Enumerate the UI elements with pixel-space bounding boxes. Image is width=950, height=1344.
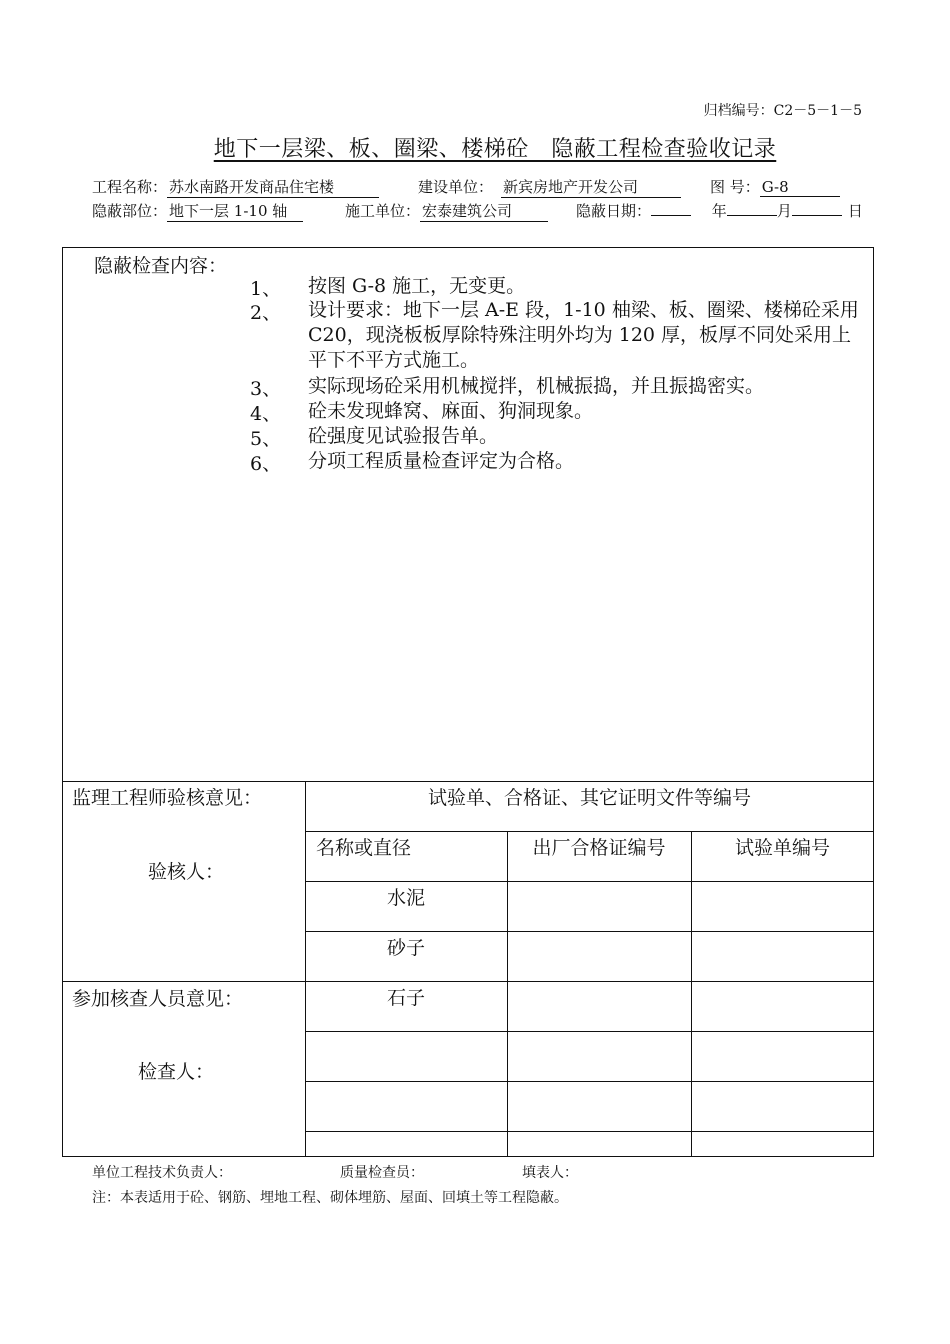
- divider: [507, 831, 508, 1157]
- column-header-test-report: 试验单编号: [734, 837, 830, 859]
- item-text: 砼强度见试验报告单。: [308, 425, 499, 447]
- form-filler-label: 填表人：: [522, 1165, 578, 1181]
- month-blank: [727, 215, 777, 216]
- contractor-label: 施工单位：: [345, 202, 421, 220]
- participants-opinion-label: 参加核查人员意见：: [72, 988, 244, 1010]
- applicability-note: 注：本表适用于砼、钢筋、埋地工程、砌体埋筋、屋面、回填土等工程隐蔽。: [92, 1190, 568, 1206]
- divider: [305, 1131, 874, 1132]
- page-title: 地下一层梁、板、圈梁、楼梯砼 隐蔽工程检查验收记录: [213, 137, 777, 162]
- hidden-date-label: 隐蔽日期：: [576, 202, 652, 220]
- item-number: 5、: [250, 428, 282, 450]
- builder-label: 建设单位：: [418, 178, 494, 196]
- archive-number: 归档编号：C2－5－1－5: [703, 103, 862, 119]
- item-text: 实际现场砼采用机械搅拌，机械振捣，并且振捣密实。: [308, 375, 765, 397]
- year-label: 年: [711, 202, 727, 220]
- divider: [62, 781, 874, 782]
- hidden-part-label: 隐蔽部位：: [92, 202, 168, 220]
- date-blank: [651, 215, 691, 216]
- item-text: 按图 G-8 施工，无变更。: [308, 275, 526, 297]
- divider: [305, 1031, 874, 1032]
- item-text: 分项工程质量检查评定为合格。: [308, 450, 575, 472]
- supervisor-checker-label: 验核人：: [148, 861, 225, 883]
- project-label: 工程名称：: [92, 178, 168, 196]
- item-number: 4、: [250, 403, 282, 425]
- divider: [305, 781, 306, 1157]
- supervisor-opinion-label: 监理工程师验核意见：: [72, 787, 263, 809]
- drawing-value: G-8: [760, 178, 840, 197]
- divider: [62, 981, 874, 982]
- contractor-row: [345, 200, 548, 222]
- builder-value: 新宾房地产开发公司: [501, 176, 681, 198]
- drawing-label: 图 号：: [710, 178, 760, 196]
- hidden-part-row: [92, 200, 303, 222]
- divider: [305, 1081, 874, 1082]
- hidden-part-value: 地下一层 1-10 轴: [167, 200, 303, 222]
- item-number: 6、: [250, 453, 282, 475]
- day-label: 日: [847, 202, 863, 220]
- column-header-name: 名称或直径: [316, 837, 412, 859]
- item-text: 砼未发现蜂窝、麻面、狗洞现象。: [308, 400, 594, 422]
- item-number: 1、: [250, 278, 282, 300]
- docs-table-header: 试验单、合格证、其它证明文件等编号: [427, 787, 751, 809]
- month-label: 月: [776, 202, 792, 220]
- material-cell: 水泥: [386, 887, 425, 909]
- project-name-row: [92, 176, 379, 198]
- divider: [691, 831, 692, 1157]
- day-blank: [792, 215, 842, 216]
- column-header-certificate: 出厂合格证编号: [532, 837, 666, 859]
- material-cell: 砂子: [386, 937, 425, 959]
- drawing-row: [710, 176, 840, 197]
- quality-inspector-label: 质量检查员：: [340, 1165, 424, 1181]
- contractor-value: 宏泰建筑公司: [420, 200, 548, 222]
- hidden-date-row: [576, 200, 863, 221]
- divider: [305, 831, 874, 832]
- material-cell: 石子: [386, 987, 425, 1009]
- project-value: 苏水南路开发商品住宅楼: [167, 176, 379, 198]
- content-heading: 隐蔽检查内容：: [94, 255, 228, 277]
- tech-lead-label: 单位工程技术负责人：: [92, 1165, 232, 1181]
- divider: [305, 931, 874, 932]
- builder-row: [418, 176, 681, 198]
- item-text: 设计要求：地下一层 A-E 段，1-10 柚梁、板、圈梁、楼梯砼采用 C20，现浇板板厚除特殊注明外均为 120 厚，板厚不同处采用上平下不平方式施工。: [308, 299, 859, 371]
- participants-checker-label: 检查人：: [138, 1061, 215, 1083]
- item-number: 3、: [250, 378, 282, 400]
- divider: [305, 881, 874, 882]
- item-number: 2、: [250, 302, 282, 324]
